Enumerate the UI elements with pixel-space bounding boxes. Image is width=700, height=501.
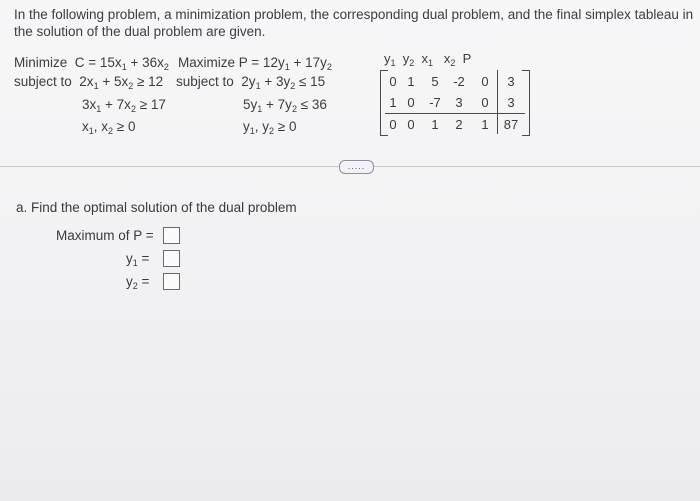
tableau-right-bracket [522,70,530,136]
simplex-tableau [380,70,530,136]
tableau-cell: 5 [431,74,439,89]
max-p-label: Maximum of P = [56,228,154,243]
tableau-cell: 3 [455,95,463,110]
tableau-cell: 3 [507,95,515,110]
part-a-question: a. Find the optimal solution of the dual problem [16,200,297,215]
tableau-cell: -2 [453,74,465,89]
tableau-cell: -7 [429,95,441,110]
tableau-cell: 1 [389,95,397,110]
primal-nonneg: $x_1$, $x_2 \ge 0$ [82,119,136,136]
tableau-cell: 1 [431,117,439,132]
tableau-cell: 87 [503,117,519,132]
intro-line-2: the solution of the dual problem are given. [14,24,266,39]
dual-constraint-1: subject to $2y_1 + 3y_2 \le 15$ [176,74,326,91]
tableau-cell: 2 [455,117,463,132]
dual-constraint-2: $5y_1 + 7y_2 \le 36$ [243,97,327,114]
tableau-cell: 0 [389,117,397,132]
tableau-header: $y_1$ $y_2$ $x_1$ $x_2$ P [384,51,472,68]
tableau-cell: 1 [481,117,489,132]
tableau-cell: 0 [407,117,415,132]
tableau-cell: 3 [507,74,515,89]
tableau-cell: 0 [407,95,415,110]
tableau-rhs-divider [497,70,498,134]
tableau-cell: 0 [481,74,489,89]
dual-objective: Maximize $P = 12y_1 + 17y_2$ [178,55,332,72]
dual-nonneg: $y_1$, $y_2 \ge 0$ [243,119,297,136]
y1-input[interactable] [163,250,180,267]
tableau-cell: 1 [407,74,415,89]
y2-label: $y_2$ = [126,274,150,291]
max-p-input[interactable] [163,227,180,244]
primal-constraint-1: subject to $2x_1 + 5x_2 \ge 12$ [14,74,164,91]
y1-label: $y_1$ = [126,251,150,268]
expand-more-button[interactable]: ..... [339,160,374,174]
y2-input[interactable] [163,273,180,290]
intro-line-1: In the following problem, a minimization problem, the corresponding dual problem, and the final simplex tableau in [14,7,694,22]
tableau-objective-divider [385,113,525,114]
tableau-cell: 0 [389,74,397,89]
problem-intro [14,6,698,40]
tableau-cell: 0 [481,95,489,110]
primal-objective: Minimize $C = 15x_1 + 36x_2$ [14,55,169,72]
primal-constraint-2: $3x_1 + 7x_2 \ge 17$ [82,97,166,114]
